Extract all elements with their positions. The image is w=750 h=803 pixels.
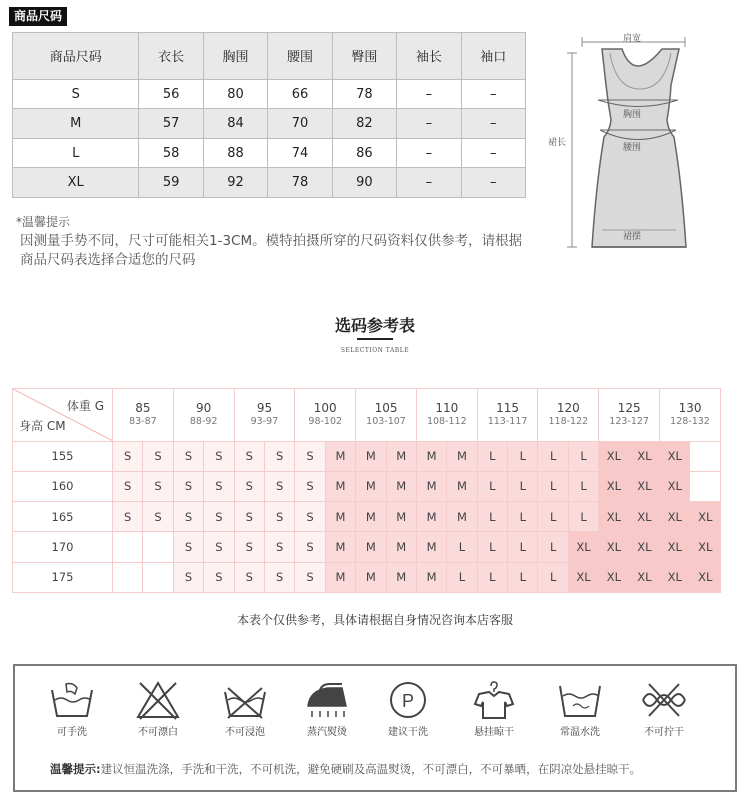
care-item: [619, 680, 709, 738]
size-suggestion-cell: S: [143, 502, 173, 532]
care-label: 不可漂白: [138, 727, 178, 738]
size-suggestion-cell: XL: [629, 502, 659, 532]
care-item: [535, 680, 625, 738]
weight-value: 130: [678, 401, 702, 416]
weight-header-cell: [660, 389, 721, 442]
size-suggestion-cell: L: [477, 471, 507, 501]
size-cell: 78: [332, 79, 396, 109]
size-header-cell: 衣长: [139, 33, 203, 80]
care-item: [27, 680, 117, 738]
care-item: [282, 680, 372, 738]
weight-axis-label: 体重 G: [66, 399, 104, 413]
section-tag: 商品尺码: [9, 7, 67, 26]
size-suggestion-cell: XL: [690, 502, 721, 532]
size-suggestion-cell: S: [204, 471, 234, 501]
size-suggestion-cell: S: [173, 441, 203, 471]
size-suggestion-cell: L: [538, 441, 568, 471]
size-suggestion-cell: S: [113, 471, 143, 501]
size-suggestion-cell: S: [234, 562, 264, 592]
weight-value: 110: [435, 401, 459, 416]
weight-header-cell: [173, 389, 234, 442]
weight-value: 100: [313, 401, 337, 416]
care-tip: [50, 761, 641, 777]
size-suggestion-cell: M: [386, 502, 416, 532]
steam-iron-icon: [302, 680, 352, 720]
size-suggestion-cell: XL: [660, 562, 690, 592]
size-suggestion-cell: M: [386, 532, 416, 562]
care-item: [113, 680, 203, 738]
weight-header-cell: [416, 389, 477, 442]
size-cell: 58: [139, 138, 203, 168]
size-suggestion-cell: S: [173, 532, 203, 562]
title-underline: [357, 338, 393, 340]
size-suggestion-cell: S: [264, 532, 294, 562]
size-cell: 59: [139, 168, 203, 198]
size-suggestion-cell: S: [204, 502, 234, 532]
size-suggestion-cell: M: [325, 562, 355, 592]
size-suggestion-cell: S: [173, 502, 203, 532]
size-suggestion-cell: M: [416, 502, 446, 532]
weight-header-cell: [234, 389, 295, 442]
size-suggestion-cell: M: [325, 471, 355, 501]
size-suggestion-cell: L: [568, 441, 598, 471]
size-suggestion-cell: L: [508, 471, 538, 501]
size-suggestion-cell: M: [386, 471, 416, 501]
size-cell: 88: [203, 138, 267, 168]
size-suggestion-cell: [690, 471, 721, 501]
size-cell: M: [13, 109, 139, 139]
selection-subtitle: SELECTION TABLE: [340, 347, 410, 354]
size-suggestion-cell: [113, 532, 143, 562]
size-cell: –: [461, 109, 525, 139]
size-suggestion-cell: S: [295, 441, 325, 471]
size-suggestion-cell: S: [204, 532, 234, 562]
size-suggestion-cell: XL: [629, 562, 659, 592]
size-suggestion-cell: S: [204, 441, 234, 471]
hang-dry-icon: [471, 680, 517, 720]
selection-note: 本表个仅供参考，具体请根据自身情况咨询本店客服: [236, 613, 513, 627]
bust-label: 胸围: [623, 110, 642, 120]
size-suggestion-cell: L: [477, 441, 507, 471]
size-header-cell: 腰围: [268, 33, 332, 80]
height-cell: 170: [13, 532, 113, 562]
size-header-cell: 袖口: [461, 33, 525, 80]
selection-row: [13, 562, 721, 592]
height-cell: 155: [13, 441, 113, 471]
size-cell: 82: [332, 109, 396, 139]
size-header-cell: 袖长: [397, 33, 461, 80]
dry-clean-icon: [385, 680, 431, 720]
selection-row: [13, 502, 721, 532]
weight-range: 118-122: [548, 416, 589, 428]
note-body: 因测量手势不同，尺寸可能相关1-3CM。模特拍摄所穿的尺码资料仅供参考，请根据商品尺码表选择合适您的尺码: [20, 233, 523, 268]
size-cell: –: [397, 138, 461, 168]
size-suggestion-cell: M: [356, 441, 386, 471]
corner-cell: [13, 389, 113, 442]
size-cell: –: [461, 79, 525, 109]
care-label: 蒸汽熨烫: [307, 727, 347, 738]
weight-value: 90: [196, 401, 212, 416]
size-suggestion-cell: L: [568, 471, 598, 501]
size-suggestion-cell: M: [325, 441, 355, 471]
size-suggestion-cell: M: [356, 562, 386, 592]
size-suggestion-cell: S: [234, 441, 264, 471]
weight-value: 105: [374, 401, 398, 416]
size-row: [13, 79, 526, 109]
size-row: [13, 138, 526, 168]
size-suggestion-cell: S: [264, 441, 294, 471]
size-suggestion-cell: M: [356, 502, 386, 532]
selection-title: 选码参考表: [334, 316, 415, 335]
no-soak-icon: [222, 680, 268, 720]
size-suggestion-cell: [143, 532, 173, 562]
care-label: 悬挂晾干: [474, 727, 514, 738]
care-label: 不可浸泡: [225, 727, 265, 738]
care-icons: [27, 680, 727, 750]
care-tip-text: 建议恒温洗涤，手洗和干洗，不可机洗，避免硬刷及高温熨烫，不可漂白，不可暴晒，在阴凉处悬挂晾干。: [100, 762, 642, 776]
weight-range: 123-127: [609, 416, 649, 428]
size-cell: –: [461, 138, 525, 168]
weight-range: 98-102: [308, 416, 343, 428]
size-suggestion-cell: S: [264, 502, 294, 532]
care-item: [449, 680, 539, 738]
size-suggestion-cell: M: [416, 441, 446, 471]
dress-diagram: [540, 25, 740, 265]
care-item: [363, 680, 453, 738]
size-suggestion-cell: S: [295, 562, 325, 592]
weight-header-cell: [356, 389, 417, 442]
weight-value: 125: [617, 401, 641, 416]
size-suggestion-cell: M: [416, 532, 446, 562]
size-cell: –: [461, 168, 525, 198]
weight-value: 120: [556, 401, 580, 416]
selection-table: [12, 388, 721, 593]
size-suggestion-cell: S: [295, 471, 325, 501]
size-suggestion-cell: XL: [568, 562, 598, 592]
weight-value: 85: [135, 401, 151, 416]
weight-header-cell: [599, 389, 660, 442]
size-suggestion-cell: L: [508, 502, 538, 532]
size-cell: –: [397, 109, 461, 139]
hem-label: 裙摆: [623, 232, 642, 242]
size-suggestion-cell: L: [508, 441, 538, 471]
size-cell: 74: [268, 138, 332, 168]
size-suggestion-cell: S: [234, 471, 264, 501]
size-cell: 78: [268, 168, 332, 198]
size-suggestion-cell: M: [356, 532, 386, 562]
size-suggestion-cell: XL: [599, 441, 629, 471]
weight-range: 93-97: [250, 416, 279, 428]
size-header-cell: 臀围: [332, 33, 396, 80]
size-suggestion-cell: M: [416, 471, 446, 501]
size-row: [13, 168, 526, 198]
size-suggestion-cell: [143, 562, 173, 592]
size-suggestion-cell: XL: [599, 471, 629, 501]
size-cell: 57: [139, 109, 203, 139]
size-suggestion-cell: L: [447, 532, 477, 562]
size-cell: –: [397, 168, 461, 198]
size-table-header: [13, 33, 526, 80]
weight-value: 95: [256, 401, 273, 416]
size-suggestion-cell: L: [538, 502, 568, 532]
size-suggestion-cell: [113, 562, 143, 592]
size-cell: L: [13, 138, 139, 168]
size-suggestion-cell: M: [447, 502, 477, 532]
size-suggestion-cell: XL: [629, 441, 659, 471]
size-suggestion-cell: S: [143, 441, 173, 471]
size-suggestion-cell: XL: [660, 532, 690, 562]
length-label: 裙长: [548, 138, 567, 148]
size-suggestion-cell: [690, 441, 721, 471]
size-cell: 90: [332, 168, 396, 198]
size-suggestion-cell: XL: [660, 441, 690, 471]
size-suggestion-cell: S: [264, 562, 294, 592]
svg-text:P: P: [401, 691, 415, 711]
weight-range: 113-117: [487, 416, 528, 428]
waist-label: 腰围: [623, 143, 642, 153]
care-label: 不可拧干: [644, 727, 684, 738]
size-cell: 66: [268, 79, 332, 109]
size-cell: 86: [332, 138, 396, 168]
selection-row: [13, 532, 721, 562]
size-suggestion-cell: XL: [599, 532, 629, 562]
size-cell: 56: [139, 79, 203, 109]
weight-range: 83-87: [129, 416, 157, 428]
care-label: 可手洗: [57, 727, 87, 738]
shoulder-label: 肩宽: [623, 34, 642, 44]
size-suggestion-cell: S: [173, 471, 203, 501]
weight-range: 108-112: [426, 416, 467, 428]
no-bleach-icon: [135, 680, 181, 720]
size-suggestion-cell: L: [508, 532, 538, 562]
size-suggestion-cell: XL: [629, 471, 659, 501]
no-wring-icon: [639, 680, 689, 720]
size-suggestion-cell: XL: [599, 562, 629, 592]
size-suggestion-cell: M: [386, 441, 416, 471]
weight-range: 128-132: [670, 416, 710, 428]
size-suggestion-cell: L: [538, 562, 568, 592]
size-cell: –: [397, 79, 461, 109]
care-item: [200, 680, 290, 738]
care-tip-label: 温馨提示:: [50, 762, 101, 776]
size-suggestion-cell: XL: [629, 532, 659, 562]
size-header-cell: 商品尺码: [13, 33, 139, 80]
height-axis-label: 身高 CM: [19, 418, 66, 433]
selection-header-row: [13, 389, 721, 442]
size-suggestion-cell: M: [447, 441, 477, 471]
size-row: [13, 109, 526, 139]
size-suggestion-cell: S: [204, 562, 234, 592]
size-suggestion-cell: XL: [690, 532, 721, 562]
warm-wash-icon: [557, 680, 603, 720]
size-suggestion-cell: L: [508, 562, 538, 592]
size-table: [12, 32, 526, 198]
care-label: 常温水洗: [560, 727, 600, 738]
size-suggestion-cell: XL: [660, 502, 690, 532]
weight-value: 115: [496, 401, 520, 416]
weight-header-cell: [538, 389, 599, 442]
size-cell: XL: [13, 168, 139, 198]
size-suggestion-cell: S: [234, 532, 264, 562]
size-suggestion-cell: L: [477, 562, 507, 592]
height-cell: 175: [13, 562, 113, 592]
size-suggestion-cell: L: [447, 562, 477, 592]
size-suggestion-cell: S: [173, 562, 203, 592]
weight-range: 88-92: [189, 416, 218, 428]
selection-row: [13, 471, 721, 501]
size-suggestion-cell: S: [295, 532, 325, 562]
size-suggestion-cell: M: [386, 562, 416, 592]
size-suggestion-cell: L: [477, 502, 507, 532]
size-suggestion-cell: S: [264, 471, 294, 501]
size-suggestion-cell: L: [568, 502, 598, 532]
size-suggestion-cell: M: [447, 471, 477, 501]
size-cell: 70: [268, 109, 332, 139]
size-suggestion-cell: S: [295, 502, 325, 532]
size-suggestion-cell: S: [143, 471, 173, 501]
height-cell: 160: [13, 471, 113, 501]
size-cell: S: [13, 79, 139, 109]
size-suggestion-cell: XL: [690, 562, 721, 592]
size-suggestion-cell: S: [113, 502, 143, 532]
height-cell: 165: [13, 502, 113, 532]
size-suggestion-cell: L: [538, 471, 568, 501]
size-suggestion-cell: M: [325, 532, 355, 562]
weight-header-cell: [113, 389, 174, 442]
weight-header-cell: [295, 389, 356, 442]
size-suggestion-cell: L: [538, 532, 568, 562]
weight-range: 103-107: [366, 416, 406, 428]
hand-wash-icon: [49, 680, 95, 720]
size-cell: 84: [203, 109, 267, 139]
size-suggestion-cell: M: [325, 502, 355, 532]
size-cell: 80: [203, 79, 267, 109]
selection-row: [13, 441, 721, 471]
care-label: 建议干洗: [388, 727, 428, 738]
size-suggestion-cell: S: [234, 502, 264, 532]
size-suggestion-cell: XL: [599, 502, 629, 532]
size-suggestion-cell: M: [416, 562, 446, 592]
note-title: *温馨提示: [16, 215, 71, 229]
size-cell: 92: [203, 168, 267, 198]
size-suggestion-cell: XL: [568, 532, 598, 562]
size-suggestion-cell: M: [356, 471, 386, 501]
size-header-cell: 胸围: [203, 33, 267, 80]
size-suggestion-cell: XL: [660, 471, 690, 501]
size-suggestion-cell: S: [113, 441, 143, 471]
size-suggestion-cell: L: [477, 532, 507, 562]
weight-header-cell: [477, 389, 538, 442]
